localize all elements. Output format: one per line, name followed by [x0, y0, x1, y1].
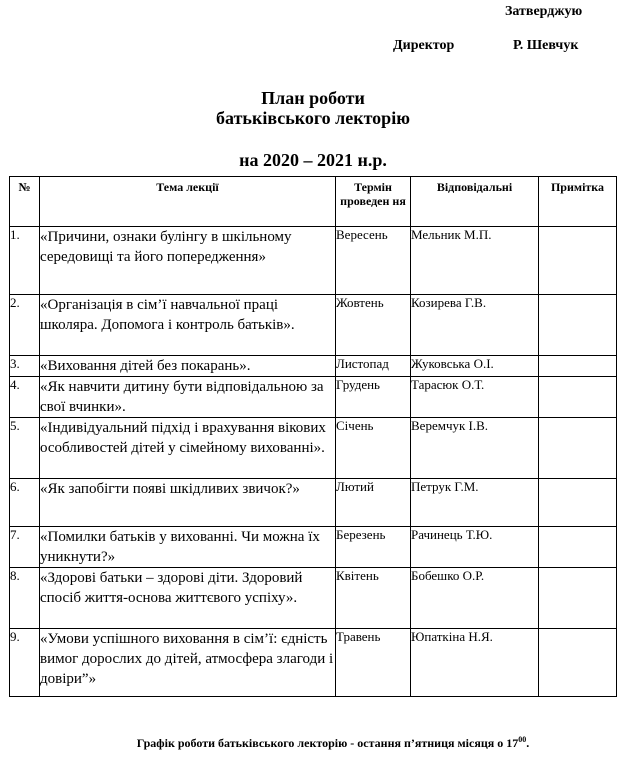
header-term: Термін проведен ня: [336, 177, 411, 227]
row-term: Вересень: [336, 227, 411, 295]
lecture-plan-table: [9, 176, 617, 697]
document-subtitle: батьківського лекторію: [216, 108, 410, 128]
table-row: [10, 527, 617, 568]
row-responsible: Петрук Г.М.: [411, 479, 539, 527]
row-number: 1.: [10, 227, 40, 295]
document-title: План роботи: [261, 88, 365, 108]
row-term: Лютий: [336, 479, 411, 527]
director-name: Р. Шевчук: [513, 38, 579, 53]
row-topic: «Причини, ознаки булінгу в шкільному середовищі та його попередження»: [40, 227, 336, 295]
row-responsible: Жуковська О.І.: [411, 356, 539, 377]
row-number: 4.: [10, 377, 40, 418]
row-note: [539, 227, 617, 295]
table-row: [10, 356, 617, 377]
row-term: Грудень: [336, 377, 411, 418]
table-row: [10, 295, 617, 356]
approval-label: Затверджую: [505, 4, 583, 19]
schedule-note-end: .: [526, 736, 530, 750]
row-number: 6.: [10, 479, 40, 527]
row-responsible: Козирева Г.В.: [411, 295, 539, 356]
table-row: [10, 479, 617, 527]
table-row: [10, 629, 617, 697]
row-note: [539, 418, 617, 479]
header-num: №: [10, 177, 40, 227]
row-responsible: Рачинець Т.Ю.: [411, 527, 539, 568]
schedule-note-minutes: 00: [518, 735, 527, 744]
row-note: [539, 629, 617, 697]
row-topic: «Організація в сім’ї навчальної праці школяра. Допомога і контроль батьків».: [40, 295, 336, 356]
schedule-note-text: Графік роботи батьківського лекторію - остання п’ятниця місяця о 17: [136, 736, 519, 750]
row-responsible: Бобешко О.Р.: [411, 568, 539, 629]
row-responsible: Тарасюк О.Т.: [411, 377, 539, 418]
row-number: 2.: [10, 295, 40, 356]
row-note: [539, 356, 617, 377]
row-term: Січень: [336, 418, 411, 479]
row-number: 5.: [10, 418, 40, 479]
header-responsible: Відповідальні: [411, 177, 539, 227]
row-note: [539, 479, 617, 527]
row-term: Березень: [336, 527, 411, 568]
row-term: Листопад: [336, 356, 411, 377]
row-topic: «Умови успішного виховання в сім’ї: єдність вимог дорослих до дітей, атмосфера злагоди і довіри”»: [40, 629, 336, 697]
table-header-row: [10, 177, 617, 227]
row-term: Квітень: [336, 568, 411, 629]
row-topic: «Як навчити дитину бути відповідальною за свої вчинки».: [40, 377, 336, 418]
row-number: 3.: [10, 356, 40, 377]
row-number: 7.: [10, 527, 40, 568]
row-topic: «Виховання дітей без покарань».: [40, 356, 336, 377]
row-note: [539, 295, 617, 356]
row-note: [539, 527, 617, 568]
row-number: 9.: [10, 629, 40, 697]
row-term: Жовтень: [336, 295, 411, 356]
director-position: Директор: [393, 38, 455, 53]
row-note: [539, 568, 617, 629]
table-row: [10, 568, 617, 629]
row-term: Травень: [336, 629, 411, 697]
row-responsible: Мельник М.П.: [411, 227, 539, 295]
document-period: на 2020 – 2021 н.р.: [239, 150, 387, 170]
schedule-note: [0, 735, 626, 751]
header-note: Примітка: [539, 177, 617, 227]
table-row: [10, 418, 617, 479]
table-row: [10, 227, 617, 295]
row-topic: «Здорові батьки – здорові діти. Здоровий спосіб життя-основа життєвого успіху».: [40, 568, 336, 629]
row-responsible: Веремчук І.В.: [411, 418, 539, 479]
row-note: [539, 377, 617, 418]
row-responsible: Юпаткіна Н.Я.: [411, 629, 539, 697]
row-topic: «Помилки батьків у вихованні. Чи можна їх уникнути?»: [40, 527, 336, 568]
row-number: 8.: [10, 568, 40, 629]
table-row: [10, 377, 617, 418]
row-topic: «Індивідуальний підхід і врахування вікових особливостей дітей у сімейному вихованні».: [40, 418, 336, 479]
header-topic: Тема лекції: [40, 177, 336, 227]
row-topic: «Як запобігти появі шкідливих звичок?»: [40, 479, 336, 527]
